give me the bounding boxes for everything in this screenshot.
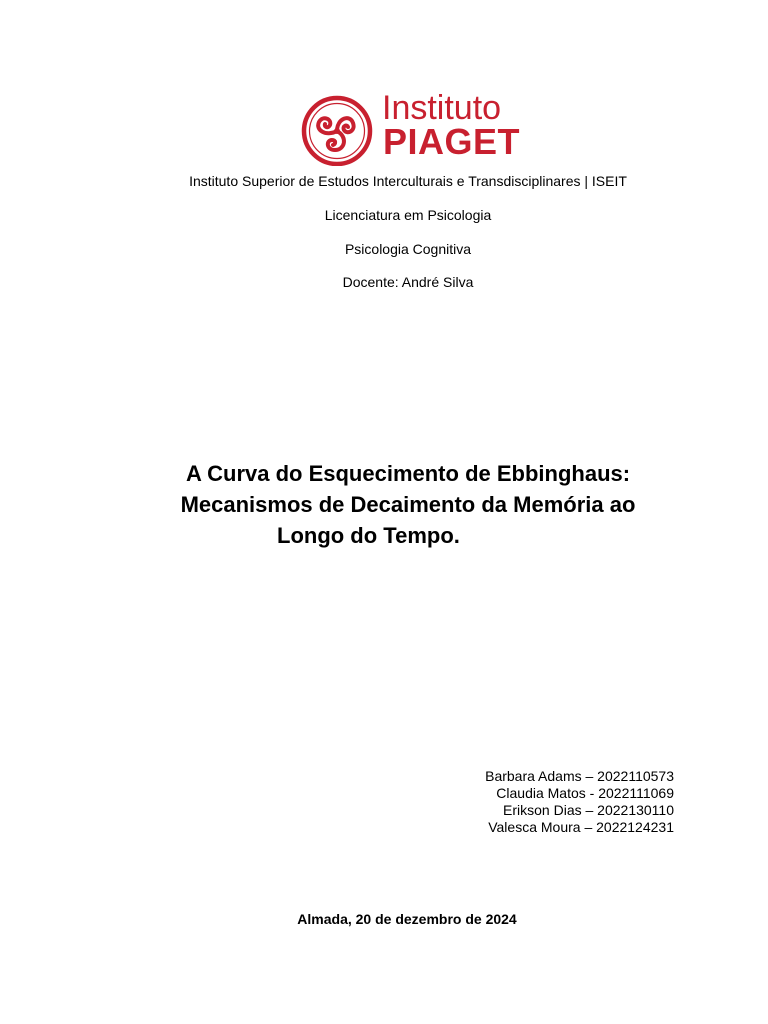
course-name: Licenciatura em Psicologia: [324, 207, 492, 223]
author-entry: Claudia Matos - 2022111069: [496, 785, 674, 801]
logo-word-instituto: Instituto: [382, 89, 502, 127]
institution-name: Instituto Superior de Estudos Interculturais e Transdisciplinares | ISEIT: [189, 173, 627, 189]
triskelion-icon: [298, 94, 376, 166]
teacher-name: Docente: André Silva: [342, 274, 474, 290]
subject-name: Psicologia Cognitiva: [344, 241, 472, 257]
author-entry: Barbara Adams – 2022110573: [485, 768, 674, 784]
author-entry: Erikson Dias – 2022130110: [503, 802, 674, 818]
authors-list: [485, 768, 674, 836]
title-line-2: Mecanismos de Decaimento da Memória ao: [180, 492, 636, 517]
author-entry: Valesca Moura – 2022124231: [488, 819, 674, 835]
institution-logo: [298, 89, 521, 168]
title-line-3: Longo do Tempo.: [277, 523, 460, 548]
place-and-date: Almada, 20 de dezembro de 2024: [297, 911, 517, 927]
document-title: [0, 458, 768, 551]
title-line-1: A Curva do Esquecimento de Ebbinghaus:: [185, 461, 631, 486]
logo-word-piaget: PIAGET: [383, 121, 521, 162]
